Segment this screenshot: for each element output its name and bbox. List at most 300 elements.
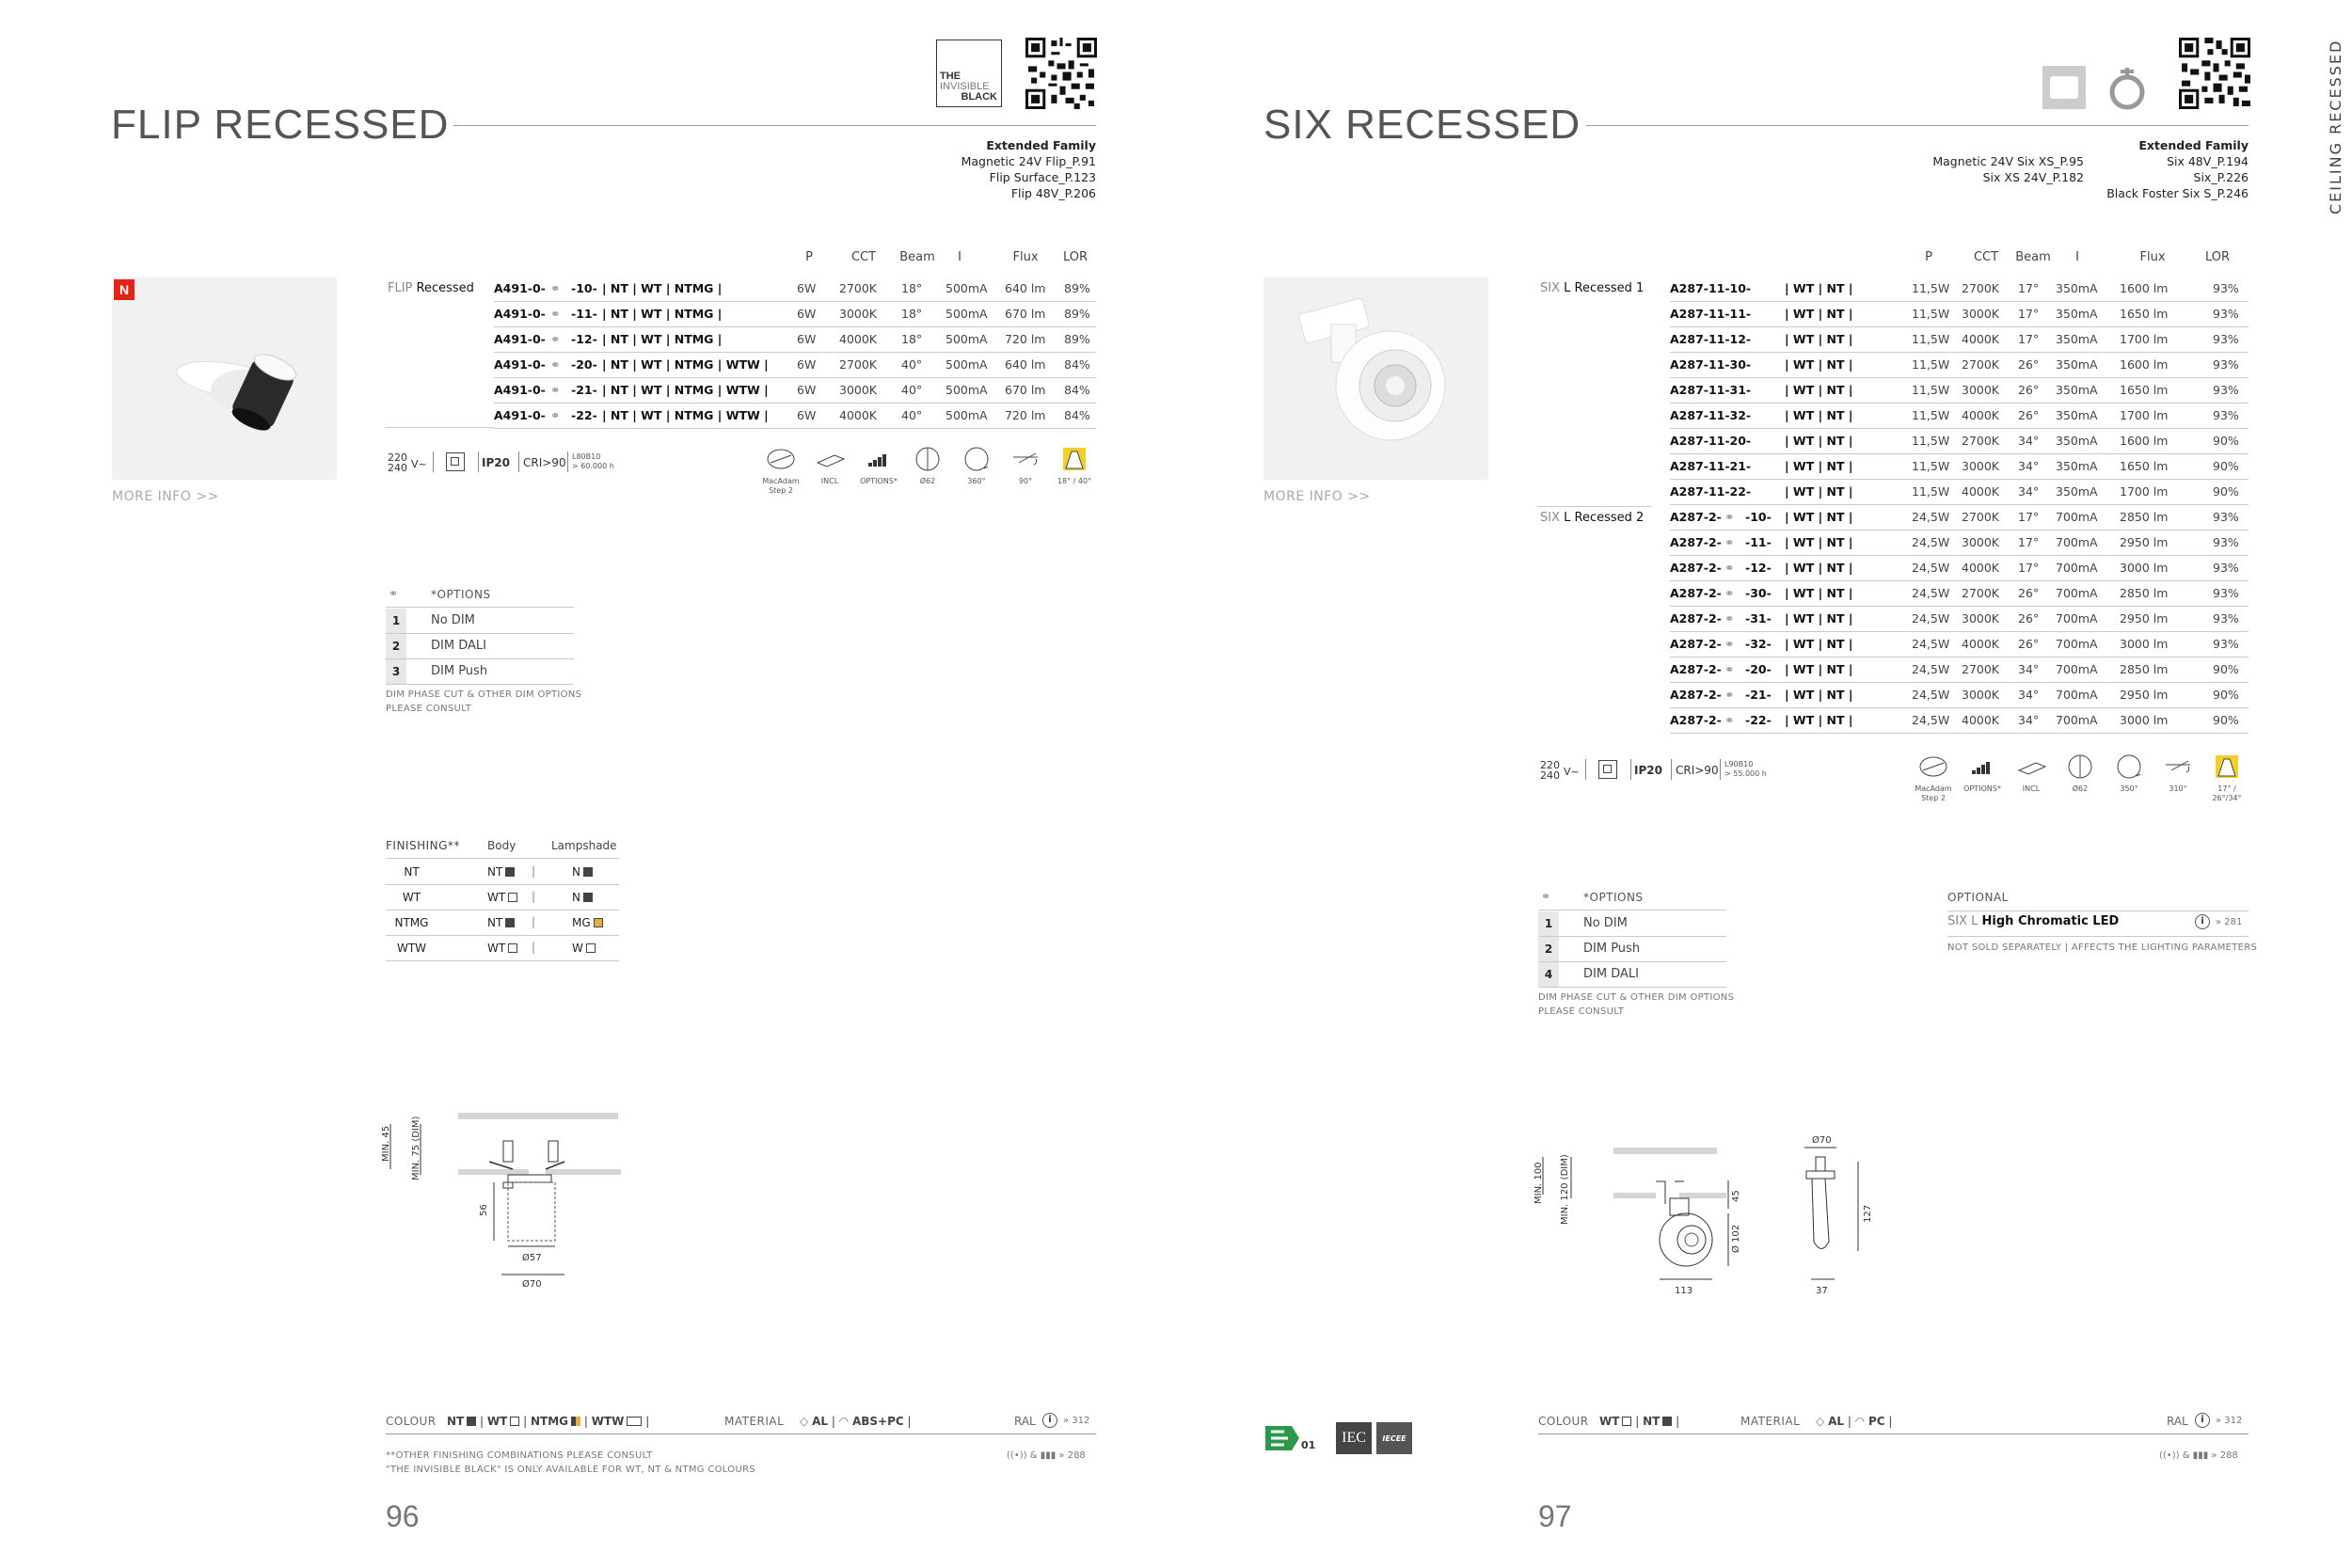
table-row [1670,708,2249,734]
cut-diameter-icon-graphic [904,446,951,474]
product-code: A287-11-20- [1670,434,1752,448]
product-code: A287-2- [1670,586,1722,600]
option-number: 3 [386,659,406,684]
finish-shade [572,942,596,955]
group-prefix: FLIP [388,281,413,295]
link-icon: ⚭ [1724,713,1735,727]
ip-rating: IP20 [1634,764,1662,777]
product-code: A287-11-11- [1670,307,1752,321]
options-note [1538,990,1734,1019]
col-header-i: I [958,250,961,264]
spec-table [386,246,1096,430]
cell-cct: 2700K [1962,662,2000,676]
group-label-1 [1540,281,1644,295]
lifetime [1724,760,1767,779]
separator [1720,759,1721,780]
table-row [494,302,1096,327]
finish-shade-label: MG [572,916,591,929]
option-row [1538,962,1726,988]
product-code: A491-0- [494,383,546,397]
cri: CRI>90 [523,456,566,469]
colour-label: COLOUR [1538,1415,1589,1428]
cell-beam: 34° [2018,434,2040,448]
cut-diameter-icon-graphic [2057,753,2104,782]
colour-ntmg: NTMG [531,1415,569,1428]
footer-note-2: "THE INVISIBLE BLACK" IS ONLY AVAILABLE FOR WT, NT & NTMG COLOURS [386,1465,755,1475]
beam-code: -32- [1745,637,1772,651]
table-row [494,353,1096,378]
separator [478,451,479,472]
link-icon: ⚭ [550,383,561,397]
option-row [386,634,574,659]
battery-icon: ▮▮▮ [2192,1450,2209,1461]
swatch-icon [571,1417,580,1426]
cell-p: 24,5W [1912,611,1950,626]
cell-lor: 93% [2213,561,2239,575]
cell-p: 11,5W [1912,434,1950,448]
finish-shade-label: N [572,891,580,904]
finish-codes: | WT | NT | [1785,357,1853,372]
material-list: ◇ AL | ◠ PC | [1816,1415,1893,1428]
extended-family-heading: Extended Family [2138,138,2249,152]
cell-p: 24,5W [1912,688,1950,702]
table-row [1670,505,2249,531]
logo-the: THE [940,71,961,82]
colour-wt: WT [486,1415,508,1428]
options-heading-row [1538,886,1726,911]
link-icon: ⚭ [1724,637,1735,651]
lifetime [572,452,614,471]
cell-i: 350mA [2056,459,2098,473]
finish-code: NT [404,865,420,879]
macadam-icon [757,446,804,506]
cell-beam: 34° [2018,484,2040,499]
driver-icon-graphic [2008,753,2055,782]
product-code: A287-2- [1670,611,1722,626]
cell-lor: 93% [2213,281,2239,295]
col-header-p: P [805,250,813,264]
cell-beam: 17° [2018,561,2040,575]
finish-codes: | WT | NT | [1785,307,1853,321]
finish-codes: | WT | NT | [1785,662,1853,676]
rotation-icon [953,446,1000,506]
dim-57: Ø57 [522,1253,542,1263]
cell-i: 350mA [2056,484,2098,499]
optional-note: NOT SOLD SEPARATELY | AFFECTS THE LIGHTING PARAMETERS [1947,942,2258,953]
cell-cct: 4000K [1962,561,2000,575]
invisible-black-logo [936,40,1002,107]
table-row [1670,353,2249,378]
finishing-shade-heading: Lampshade [551,839,617,852]
cell-beam: 17° [2018,332,2040,346]
product-code: A287-11-30- [1670,357,1752,372]
icon-caption: INCL [820,477,839,485]
cell-i: 500mA [946,332,988,346]
icon-caption: Ø62 [2072,784,2089,793]
table-row [1670,607,2249,632]
link-icon: ⚭ [1724,586,1735,600]
spec-table [1538,246,2249,736]
beam-code: -21- [571,383,597,397]
icon-caption: 310° [2169,784,2187,793]
ral-ref: » 312 [1063,1416,1090,1426]
swatch-icon [508,893,517,902]
cell-cct: 4000K [839,332,878,346]
cell-flux: 640 lm [1005,281,1046,295]
cell-flux: 2950 lm [2120,611,2169,626]
cell-flux: 3000 lm [2120,713,2169,727]
optional-item [1947,914,2119,928]
dim-70: Ø70 [522,1279,542,1290]
col-header-beam: Beam [2015,250,2051,264]
option-label: DIM Push [431,664,488,678]
cell-flux: 670 lm [1005,383,1046,397]
cell-cct: 2700K [1962,357,2000,372]
option-number: 2 [1538,937,1559,961]
accessory-ref [1007,1450,1086,1461]
tilt-icon-graphic [1002,446,1049,474]
finish-codes: | WT | NT | [1785,332,1853,346]
icon-caption: 360° [967,477,986,485]
finish-body [487,942,517,955]
cell-p: 24,5W [1912,561,1950,575]
cell-cct: 3000K [1962,307,2000,321]
cell-i: 350mA [2056,383,2098,397]
extended-link[interactable]: Six_P.226 [2193,170,2249,184]
voltage-1: 220 [388,451,407,464]
options-note-1: DIM PHASE CUT & OTHER DIM OPTIONS [386,689,582,700]
cell-cct: 3000K [1962,383,2000,397]
cell-i: 700mA [2056,662,2098,676]
product-code: A491-0- [494,357,546,372]
footer [386,1413,1096,1479]
cell-beam: 18° [901,332,923,346]
beam-code: -11- [1745,535,1772,549]
col-header-lor: LOR [1062,250,1089,264]
product-code: A287-11-10- [1670,281,1752,295]
colour-nt: NT [1643,1415,1661,1428]
options-note-2: PLEASE CONSULT [386,704,472,714]
finish-body-label: NT [487,916,503,929]
beam-code: -10- [1745,510,1772,524]
col-header-i: I [2075,250,2079,264]
table-row [1670,454,2249,480]
separator: | [532,890,536,903]
cell-cct: 3000K [839,307,878,321]
voltage [388,452,407,473]
link-icon: ⚭ [550,307,561,321]
beam-code: -12- [571,332,597,346]
col-header-flux: Flux [1012,250,1039,264]
finish-codes: | NT | WT | NTMG | WTW | [602,357,769,372]
dim-min120: MIN. 120 (DIM) [1560,1154,1570,1225]
cell-flux: 2950 lm [2120,535,2169,549]
extended-link[interactable]: Six XS 24V_P.182 [1982,170,2084,184]
cell-i: 700mA [2056,611,2098,626]
cell-i: 700mA [2056,688,2098,702]
cell-cct: 3000K [1962,688,2000,702]
beam-code: -20- [1745,662,1772,676]
cell-flux: 2850 lm [2120,586,2169,600]
cell-cct: 4000K [839,408,878,422]
finish-shade-label: N [572,865,580,879]
group-label-2 [1540,511,1644,525]
product-code: A287-11-12- [1670,332,1752,346]
cell-lor: 93% [2213,357,2239,372]
link-icon: ⚭ [550,357,561,372]
cell-flux: 1700 lm [2120,332,2169,346]
finish-codes: | NT | WT | NTMG | WTW | [602,383,769,397]
flip-luminaire-illustration [112,277,337,480]
finishing-heading-row [386,834,619,859]
cell-lor: 93% [2213,307,2239,321]
beam-icon-graphic [2203,753,2250,782]
beam-code: -31- [1745,611,1772,626]
link-icon: ⚭ [1724,688,1735,702]
section-side-label: CEILING RECESSED [2327,39,2344,214]
finishing-row [386,936,619,961]
cri: CRI>90 [1676,764,1719,777]
cell-cct: 2700K [1962,434,2000,448]
extended-link[interactable]: Six 48V_P.194 [2167,154,2249,168]
table-row [1670,429,2249,454]
swatch-icon [510,1417,519,1426]
finish-body [487,891,517,904]
options-note-1: DIM PHASE CUT & OTHER DIM OPTIONS [1538,992,1735,1003]
beam-code: -12- [1745,561,1772,575]
table-row [1670,657,2249,683]
cell-i: 500mA [946,357,988,372]
footer-rule [1538,1433,2249,1434]
product-code: A287-2- [1670,561,1722,575]
qr-code-icon[interactable] [1025,38,1097,109]
more-info-link[interactable]: MORE INFO >> [1263,489,1371,504]
logo-black: BLACK [961,91,997,103]
group-name: L Recessed 1 [1564,281,1645,295]
table-row [494,327,1096,353]
cell-cct: 2700K [839,357,878,372]
table-row [1670,480,2249,505]
voltage [1540,760,1560,781]
cell-cct: 4000K [1962,484,2000,499]
cell-flux: 2850 lm [2120,510,2169,524]
cell-i: 350mA [2056,408,2098,422]
cell-p: 6W [797,307,817,321]
lifetime-l: L80B10 [572,452,601,461]
cell-beam: 34° [2018,459,2040,473]
icon-caption: OPTIONS* [860,477,898,485]
cell-lor: 90% [2213,688,2239,702]
material-abs: ABS+PC [851,1415,904,1428]
class-icon [1598,760,1617,779]
swatch-icon [1622,1417,1631,1426]
ip-rating: IP20 [482,456,510,469]
voltage-unit: V~ [1564,766,1580,778]
cell-cct: 2700K [839,281,878,295]
cell-flux: 640 lm [1005,357,1046,372]
cell-lor: 90% [2213,713,2239,727]
icon-caption: OPTIONS* [1963,784,2001,793]
table-row [1670,302,2249,327]
cell-beam: 34° [2018,713,2040,727]
option-number: 1 [386,609,406,633]
more-info-link[interactable]: MORE INFO >> [112,489,219,504]
cell-beam: 17° [2018,535,2040,549]
extended-link[interactable]: Flip Surface_P.123 [989,170,1096,184]
cut-diameter-icon [2057,753,2104,814]
option-label: No DIM [1583,916,1628,930]
cell-i: 500mA [946,307,988,321]
dim-bars-icon [1959,753,2006,814]
design-award-icon [2042,66,2086,109]
cell-cct: 4000K [1962,332,2000,346]
cell-p: 11,5W [1912,484,1950,499]
cell-p: 11,5W [1912,307,1950,321]
page-title: FLIP RECESSED [111,102,450,148]
cell-lor: 93% [2213,332,2239,346]
macadam-icon-graphic [757,446,804,474]
table-row [1670,632,2249,657]
material-al-icon: ◇ [1816,1415,1825,1428]
swatch-icon [583,893,593,902]
cell-cct: 3000K [1962,611,2000,626]
table-row [1670,327,2249,353]
product-code: A491-0- [494,307,546,321]
swatch-icon [594,918,603,927]
finish-codes: | WT | NT | [1785,484,1853,499]
amp: & [2182,1450,2190,1461]
icon-caption: MacAdam Step 2 [762,477,800,495]
six-luminaire-illustration [1263,277,1488,480]
finishing-table [386,834,621,961]
page-number: 96 [386,1499,420,1533]
info-icon[interactable]: i [2195,1413,2210,1428]
cell-cct: 3000K [1962,459,2000,473]
finish-shade [572,916,603,929]
dim-min75: MIN. 75 (DIM) [411,1116,421,1180]
product-code: A287-2- [1670,688,1722,702]
cell-p: 24,5W [1912,535,1950,549]
dimension-drawing [1534,1119,1891,1298]
page-title: SIX RECESSED [1263,102,1581,148]
link-icon: ⚭ [550,281,561,295]
extended-link[interactable]: Magnetic 24V Flip_P.91 [961,154,1096,168]
icon-caption: INCL [2022,784,2041,793]
option-number: 1 [1538,911,1559,936]
cell-cct: 4000K [1962,713,2000,727]
options-heading: *OPTIONS [431,588,491,601]
voltage-2: 240 [388,462,407,474]
separator [567,451,568,472]
extended-link[interactable]: Magnetic 24V Six XS_P.95 [1932,154,2084,168]
extended-link[interactable]: Black Foster Six S_P.246 [2106,186,2249,200]
cell-lor: 93% [2213,586,2239,600]
cell-flux: 1650 lm [2120,307,2169,321]
swatch-icon [505,918,515,927]
dim-127: 127 [1863,1204,1873,1223]
finish-codes: | WT | NT | [1785,408,1853,422]
cell-flux: 1600 lm [2120,357,2169,372]
finish-body [487,916,515,929]
link-icon: ⚭ [1724,535,1735,549]
cell-flux: 1650 lm [2120,383,2169,397]
finish-body-label: WT [487,942,506,955]
dim-70: Ø70 [1812,1135,1832,1146]
optional-rule [1947,936,2249,937]
cell-flux: 2850 lm [2120,662,2169,676]
spec-line [1538,757,2253,814]
cell-p: 6W [797,332,817,346]
product-code: A287-11-21- [1670,459,1752,473]
colour-list: WT | NT | [1599,1415,1680,1428]
lifetime-h: > 55.000 h [1724,769,1767,778]
option-number: 4 [1538,962,1559,987]
material-label: MATERIAL [1740,1415,1801,1428]
swatch-icon [583,867,593,877]
sensor-icon: ((•)) [2159,1450,2180,1461]
info-icon[interactable]: i [1042,1413,1057,1428]
options-heading-row [386,583,574,608]
beam-code: -20- [571,357,597,372]
options-note-2: PLEASE CONSULT [1538,1006,1625,1017]
col-header-cct: CCT [1973,250,1999,264]
cell-beam: 26° [2018,611,2040,626]
options-table [386,583,582,714]
cell-flux: 720 lm [1005,408,1046,422]
finish-shade [572,891,593,904]
page-number: 97 [1538,1499,1572,1533]
cell-beam: 17° [2018,510,2040,524]
info-icon[interactable]: i [2195,914,2210,929]
colour-wtw: WTW [591,1415,625,1428]
cell-beam: 26° [2018,383,2040,397]
macadam-icon [1910,753,1957,814]
swatch-icon [505,867,515,877]
option-label: DIM Push [1583,942,1641,956]
finish-codes: | NT | WT | NTMG | WTW | [602,408,769,422]
group-prefix: SIX [1540,511,1560,525]
colour-nt: NT [447,1415,465,1428]
accessory-ref [2159,1450,2238,1461]
optional-block [1947,886,2258,953]
cell-p: 11,5W [1912,281,1950,295]
options-heading: *OPTIONS [1583,891,1644,904]
cell-flux: 1600 lm [2120,281,2169,295]
table-rows [1670,277,2249,737]
sensor-icon: ((•)) [1007,1450,1027,1461]
table-row [1670,378,2249,404]
group-name: Recessed [416,281,474,295]
optional-prefix: SIX L [1947,914,1979,928]
extended-link[interactable]: Flip 48V_P.206 [1010,186,1096,200]
cell-i: 700mA [2056,637,2098,651]
cell-p: 24,5W [1912,713,1950,727]
cell-i: 350mA [2056,357,2098,372]
link-icon: ⚭ [1724,510,1735,524]
cell-p: 6W [797,281,817,295]
swatch-icon [586,943,596,953]
cell-lor: 90% [2213,459,2239,473]
footer-rule [386,1433,1096,1434]
qr-code-icon[interactable] [2179,38,2250,109]
finishing-body-heading: Body [487,839,516,852]
finish-codes: | WT | NT | [1785,637,1853,651]
cell-i: 500mA [946,408,988,422]
option-number: 2 [386,634,406,658]
cell-flux: 1700 lm [2120,408,2169,422]
accessory-ref-page: » 288 [2211,1450,2238,1461]
option-label: No DIM [431,613,475,627]
